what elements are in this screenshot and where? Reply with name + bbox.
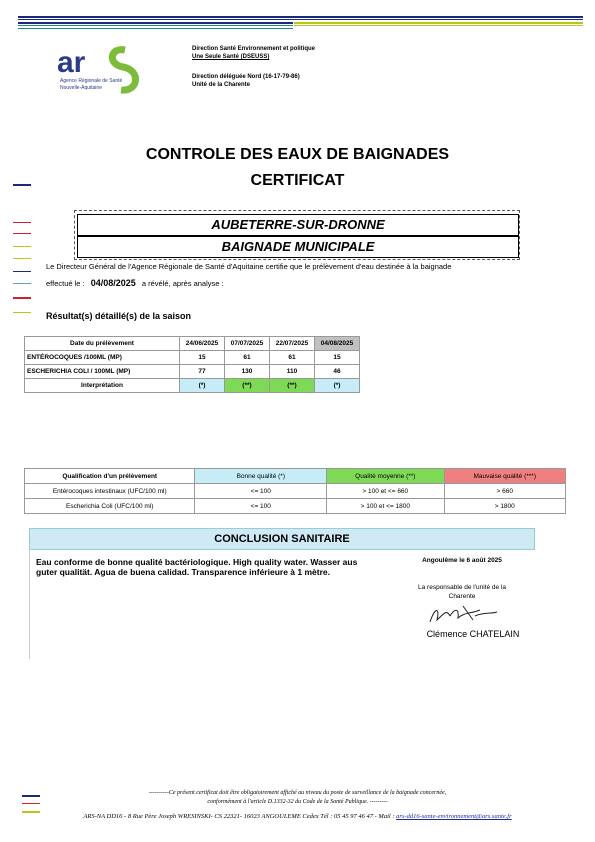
results-header-label: Date du prélèvement <box>25 337 180 351</box>
signer-name: Clémence CHATELAIN <box>426 629 520 639</box>
cell-value: 15 <box>180 351 225 365</box>
qualification-table <box>24 468 566 514</box>
site-baignade: BAIGNADE MUNICIPALE <box>77 236 519 258</box>
results-title: Résultat(s) détaillé(s) de la saison <box>46 311 192 321</box>
interp-value: (*) <box>315 379 360 393</box>
table-row <box>25 365 360 379</box>
footer-address-line <box>0 813 595 820</box>
qualif-medium: Qualité moyenne (**) <box>327 469 444 484</box>
effectue-prefix: effectué le : <box>46 279 85 288</box>
qualif-row-label: Escherichia Coli (UFC/100 ml) <box>25 499 195 514</box>
dept-line-3: Direction déléguée Nord (16-17-79-86) <box>192 74 300 80</box>
dept-line-4: Unité de la Charente <box>192 82 251 88</box>
qualif-header-row <box>25 469 566 484</box>
interp-value: (*) <box>180 379 225 393</box>
cell-value: 61 <box>270 351 315 365</box>
table-row <box>25 484 566 499</box>
results-date: 04/08/2025 <box>315 337 360 351</box>
conclusion-box <box>29 549 534 659</box>
footer-notice-2: conformément à l'article D.1332-32 du Code de la Santé Publique. --------- <box>207 799 388 805</box>
logo-subtitle-2: Nouvelle-Aquitaine <box>60 85 102 91</box>
intro-text: Le Directeur Général de l'Agence Régionale de Santé d'Aquitaine certifie que le prélèvement d'eau destinée à la baignade <box>46 262 452 271</box>
cell-value: 15 <box>315 351 360 365</box>
qualif-good-threshold: <= 100 <box>195 499 327 514</box>
table-row <box>25 351 360 365</box>
qualif-medium-threshold: > 100 et <= 660 <box>327 484 444 499</box>
interp-value: (**) <box>225 379 270 393</box>
effectue-suffix: a révélé, après analyse : <box>141 279 224 288</box>
svg-text:ar: ar <box>57 46 86 79</box>
qualif-bad: Mauvaise qualité (***) <box>444 469 566 484</box>
dept-line-2: Une Seule Santé (DSEUSS) <box>192 54 270 60</box>
signatory-line-1: La responsable de l'unité de la <box>418 584 506 591</box>
sample-date: 04/08/2025 <box>90 278 136 288</box>
interpretation-row <box>25 379 360 393</box>
conclusion-header: CONCLUSION SANITAIRE <box>29 528 535 550</box>
row-label: ENTÉROCOQUES /100ML (MP) <box>25 351 180 365</box>
conclusion-text: Eau conforme de bonne qualité bactériologique. High quality water. Wasser aus guter qualität. Agua de buena calidad. Transparence inférieure à 1 mètre. <box>36 557 358 577</box>
footer-address: ARS-NA DD16 - 8 Rue Père Joseph WRESINSKI- CS 22321- 16023 ANGOULEME Cedex Tél : 05 45 97 46 47 - Mail : <box>83 813 395 820</box>
site-commune: AUBETERRE-SUR-DRONNE <box>77 214 519 236</box>
cell-value: 46 <box>315 365 360 379</box>
interp-label: Interprétation <box>25 379 180 393</box>
qualif-bad-threshold: > 1800 <box>444 499 566 514</box>
qualif-medium-threshold: > 100 et <= 1800 <box>327 499 444 514</box>
conclusion-place-date: Angoulême le 6 août 2025 <box>422 557 502 564</box>
row-label: ESCHERICHIA COLI / 100ML (MP) <box>25 365 180 379</box>
results-table <box>24 336 360 393</box>
footer-email-link[interactable]: ars-dd16-sante-environnement@ars.sante.fr <box>396 813 512 820</box>
ars-logo <box>55 42 150 98</box>
site-box <box>74 210 520 260</box>
qualif-header-label: Qualification d'un prélèvement <box>25 469 195 484</box>
qualif-good-threshold: <= 100 <box>195 484 327 499</box>
results-date: 07/07/2025 <box>225 337 270 351</box>
signatory-line-2: Charente <box>448 593 476 600</box>
title-line-1: CONTROLE DES EAUX DE BAIGNADES <box>145 146 450 163</box>
interp-value: (**) <box>270 379 315 393</box>
cell-value: 130 <box>225 365 270 379</box>
intro-effectue-line <box>46 278 224 288</box>
results-header-row <box>25 337 360 351</box>
title-line-2: CERTIFICAT <box>250 172 345 189</box>
cell-value: 110 <box>270 365 315 379</box>
footer-notice-1: ----------Ce présent certificat doit être obligatoirement affiché au niveau du poste de surveillance de la baignade concernée, <box>148 790 447 796</box>
results-date: 22/07/2025 <box>270 337 315 351</box>
dept-line-1: Direction Santé Environnement et politique <box>192 46 316 52</box>
table-row <box>25 499 566 514</box>
qualif-good: Bonne qualité (*) <box>195 469 327 484</box>
signature-image <box>425 602 505 627</box>
cell-value: 77 <box>180 365 225 379</box>
results-date: 24/06/2025 <box>180 337 225 351</box>
qualif-bad-threshold: > 660 <box>444 484 566 499</box>
logo-subtitle-1: Agence Régionale de Santé <box>60 78 123 84</box>
cell-value: 61 <box>225 351 270 365</box>
qualif-row-label: Entérocoques intestinaux (UFC/100 ml) <box>25 484 195 499</box>
